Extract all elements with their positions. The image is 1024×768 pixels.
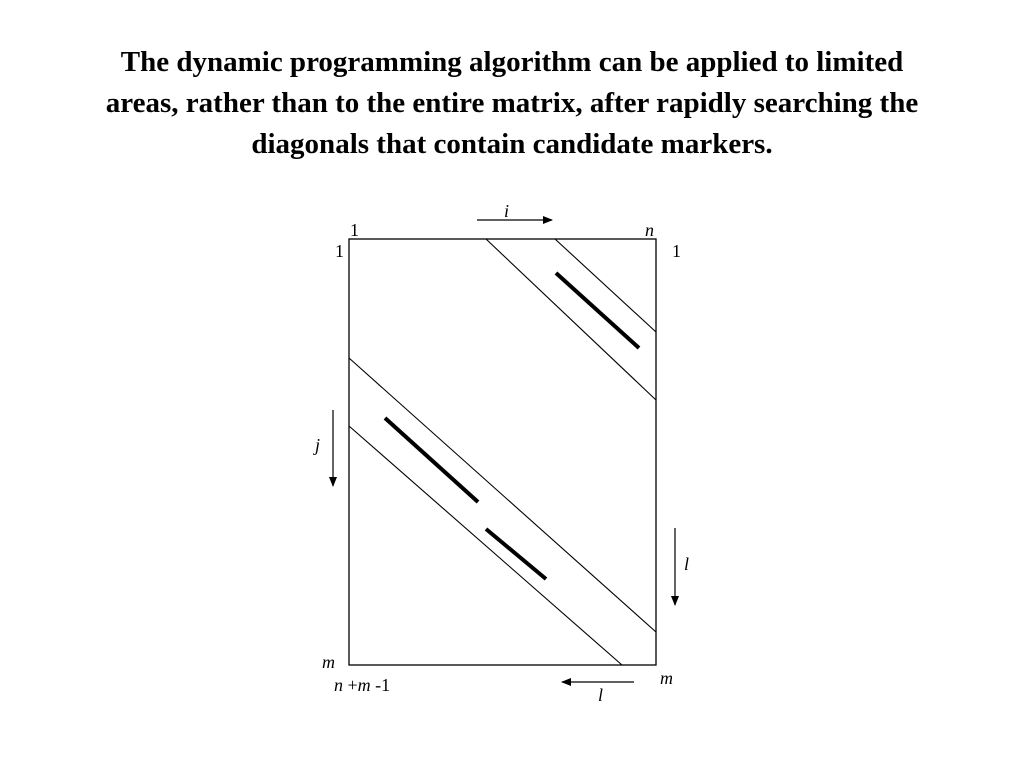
- candidate-marker-upper: [556, 273, 639, 348]
- label-l-bottom: l: [598, 685, 604, 705]
- lower-band-lower-edge: [349, 426, 622, 665]
- lower-band-upper-edge: [349, 358, 656, 632]
- label-bottom-left-diag: n +m -1: [334, 675, 391, 695]
- label-top-left-col: 1: [350, 220, 359, 240]
- upper-band-left-edge: [486, 239, 656, 400]
- matrix-rect: [349, 239, 656, 665]
- title-line-1: The dynamic programming algorithm can be applied to limited: [120, 46, 904, 78]
- label-i: i: [504, 201, 510, 221]
- label-top-right-diag: 1: [672, 241, 681, 261]
- label-bottom-left-row: m: [322, 652, 335, 672]
- label-l-right: l: [684, 554, 690, 574]
- title-line-3: diagonals that contain candidate markers.: [251, 128, 773, 160]
- label-top-left-row: 1: [335, 241, 344, 261]
- title-line-2: areas, rather than to the entire matrix, after rapidly searching the: [105, 87, 919, 119]
- label-bottom-right-diag: m: [660, 668, 673, 688]
- label-top-right-col: n: [645, 220, 654, 240]
- label-j: j: [315, 435, 321, 455]
